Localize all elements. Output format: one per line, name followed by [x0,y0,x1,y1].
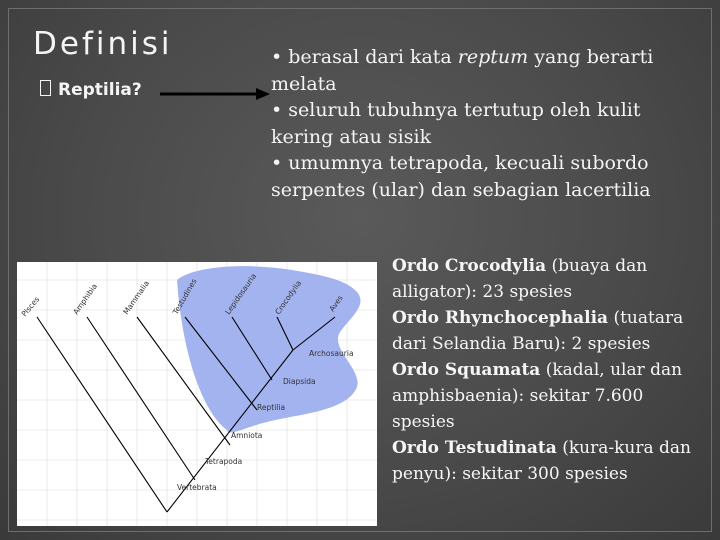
definition-list [271,44,691,203]
ordo-item: Ordo Testudinata (kura-kura dan penyu): sekitar 300 spesies [392,438,691,484]
clade-label: Diapsida [283,377,316,386]
clade-label: Archosauria [309,349,354,358]
taxon-label: Mammalia [121,278,152,317]
question-label [40,80,142,100]
bullet-box-icon [40,80,51,96]
clade-label: Amniota [231,431,263,440]
arrow-right-icon [160,87,270,101]
ordo-item: Ordo Rhynchocephalia (tuatara dari Selandia Baru): 2 spesies [392,308,684,354]
clade-label: Tetrapoda [205,457,243,466]
ordo-item: Ordo Squamata (kadal, ular dan amphisbaenia): sekitar 7.600 spesies [392,360,683,432]
definition-item: • seluruh tubuhnya tertutup oleh kulit kering atau sisik [271,99,641,148]
taxon-label: Lepidosauria [223,271,259,317]
taxon-label: Pisces [19,294,42,319]
slide-title: Definisi [33,26,173,62]
phylogenetic-tree [17,262,377,526]
ordo-list [392,253,702,487]
definition-item: • umumnya tetrapoda, kecuali subordo serpentes (ular) dan sebagian lacertilia [271,152,651,201]
clade-label: Vertebrata [177,483,217,492]
taxon-label: Aves [327,293,345,314]
emphasis-term: reptum [457,46,529,68]
taxon-label: Amphibia [71,281,99,317]
ordo-item: Ordo Crocodylia (buaya dan alligator): 23 spesies [392,256,648,302]
clade-label: Reptilia [257,403,286,412]
question-text: Reptilia? [58,80,142,100]
definition-item: • berasal dari kata reptum yang berarti melata [271,46,654,95]
taxon-label: Testudines [170,277,199,316]
taxon-label: Crocodylia [273,278,304,317]
